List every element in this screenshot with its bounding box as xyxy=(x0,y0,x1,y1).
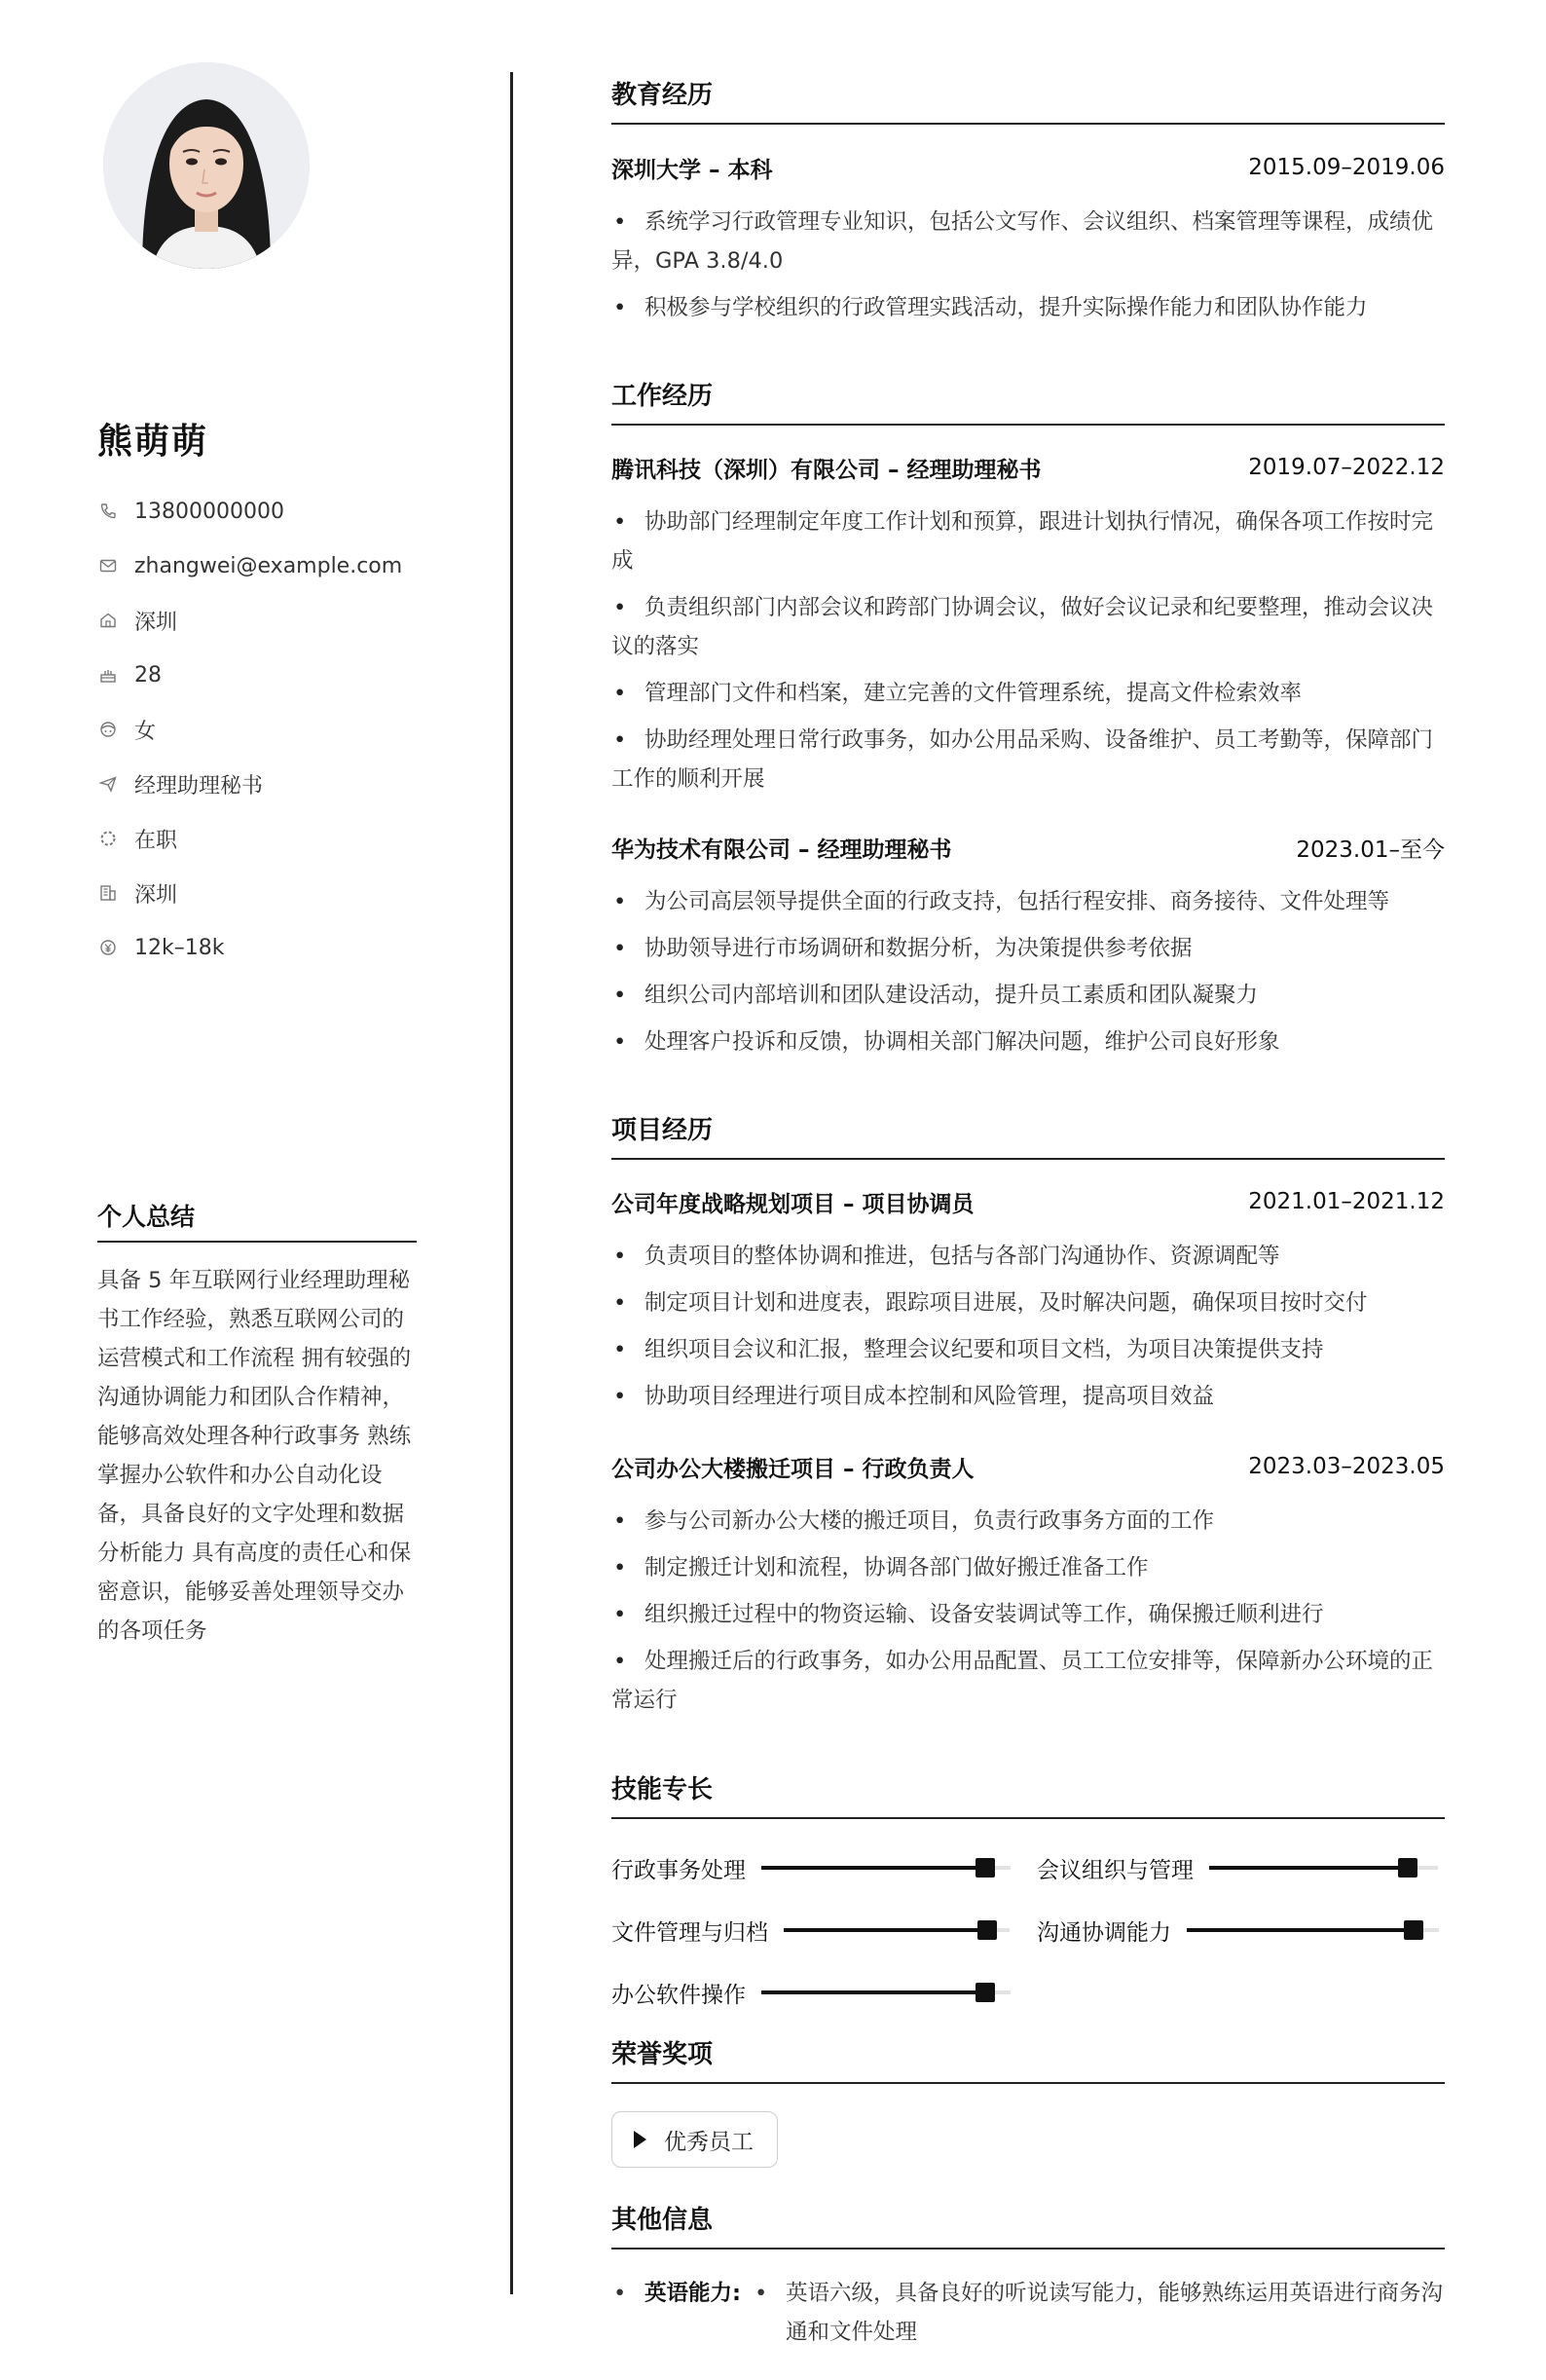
skill-fill xyxy=(761,1866,985,1870)
list-item: • 制定项目计划和进度表，跟踪项目进展，及时解决问题，确保项目按时交付 xyxy=(611,1283,1445,1322)
education-school: 深圳大学 – 本科 xyxy=(611,157,773,183)
summary-section-title: 个人总结 xyxy=(97,1198,417,1243)
contact-age xyxy=(97,658,162,691)
column-divider xyxy=(510,72,513,2294)
skills-section-title: 技能专长 xyxy=(611,1772,1445,1819)
skill-item xyxy=(611,1911,1010,1950)
award-badge[interactable] xyxy=(611,2111,778,2168)
education-date: 2015.09–2019.06 xyxy=(1248,155,1445,180)
email-icon xyxy=(97,555,119,576)
contact-salary xyxy=(97,931,224,964)
contact-email-text: zhangwei@example.com xyxy=(134,553,403,578)
contact-age-text: 28 xyxy=(134,662,162,688)
skill-item xyxy=(611,1848,1011,1887)
work-company: 腾讯科技（深圳）有限公司 – 经理助理秘书 xyxy=(611,457,1042,483)
contact-salary-text: 12k–18k xyxy=(134,935,225,960)
list-item: • 积极参与学校组织的行政管理实践活动，提升实际操作能力和团队协作能力 xyxy=(611,288,1445,327)
work-section-title: 工作经历 xyxy=(611,379,1445,426)
contact-city-text: 深圳 xyxy=(134,610,178,635)
skill-track xyxy=(1209,1866,1438,1870)
skill-track xyxy=(1187,1928,1439,1932)
skill-name: 文件管理与归档 xyxy=(611,1919,768,1946)
contact-workplace xyxy=(97,876,177,910)
list-item: • 处理搬迁后的行政事务，如办公用品配置、员工工位安排等，保障新办公环境的正常运行 xyxy=(611,1642,1445,1720)
award-label: 优秀员工 xyxy=(664,2129,754,2155)
project-date: 2023.03–2023.05 xyxy=(1248,1454,1445,1479)
status-icon xyxy=(97,828,119,849)
list-item: • 协助领导进行市场调研和数据分析，为决策提供参考依据 xyxy=(611,929,1445,968)
list-item: • 处理客户投诉和反馈，协调相关部门解决问题，维护公司良好形象 xyxy=(611,1023,1445,1061)
education-bullets xyxy=(611,203,1445,335)
skill-track xyxy=(784,1928,1010,1932)
project-entry-heading xyxy=(611,1449,1445,1484)
contact-status xyxy=(97,822,177,855)
skill-name: 会议组织与管理 xyxy=(1037,1857,1194,1883)
project-entry-heading xyxy=(611,1184,1445,1219)
skill-knob xyxy=(1398,1858,1417,1878)
skill-knob xyxy=(975,1858,995,1878)
other-info-row xyxy=(611,2274,1445,2352)
other-section-title: 其他信息 xyxy=(611,2203,1445,2250)
summary-text: 具备 5 年互联网行业经理助理秘书工作经验，熟悉互联网公司的运营模式和工作流程 拥有较强的沟通协调能力和团队合作精神，能够高效处理各种行政事务 熟练掌握办公软件和办公自动化设备，具备良好的文字处理和数据分析能力 具有高度的责任心和保密意识，能够妥善处理领导交办的各项任务 xyxy=(97,1268,412,1644)
project-bullets xyxy=(611,1502,1445,1728)
send-icon xyxy=(97,773,119,795)
list-item: • 协助项目经理进行项目成本控制和风险管理，提高项目效益 xyxy=(611,1377,1445,1416)
contact-position xyxy=(97,767,263,800)
contact-city xyxy=(97,604,177,637)
skill-track xyxy=(761,1866,1011,1870)
contact-phone-text: 13800000000 xyxy=(134,499,284,524)
skill-fill xyxy=(761,1990,985,1994)
list-item: • 参与公司新办公大楼的搬迁项目，负责行政事务方面的工作 xyxy=(611,1502,1445,1541)
work-bullets xyxy=(611,502,1445,806)
home-icon xyxy=(97,610,119,631)
project-name: 公司办公大楼搬迁项目 – 行政负责人 xyxy=(611,1456,975,1482)
contact-phone xyxy=(97,495,284,528)
contact-workplace-text: 深圳 xyxy=(134,882,178,908)
skill-name: 办公软件操作 xyxy=(611,1982,746,2008)
skill-knob xyxy=(977,1920,997,1940)
skill-fill xyxy=(784,1928,987,1932)
honors-section-title: 荣誉奖项 xyxy=(611,2037,1445,2084)
skill-fill xyxy=(1209,1866,1408,1870)
contact-status-text: 在职 xyxy=(134,828,178,853)
contact-email xyxy=(97,549,402,582)
list-item: • 组织项目会议和汇报，整理会议纪要和项目文档，为项目决策提供支持 xyxy=(611,1330,1445,1369)
bullet-dot: • xyxy=(613,2281,627,2306)
education-section-title: 教育经历 xyxy=(611,78,1445,125)
skill-item xyxy=(611,1973,1011,2012)
skill-item xyxy=(1037,1848,1438,1887)
list-item: • 协助部门经理制定年度工作计划和预算，跟进计划执行情况，确保各项工作按时完成 xyxy=(611,502,1445,580)
candidate-name: 熊萌萌 xyxy=(97,422,209,462)
project-bullets xyxy=(611,1237,1445,1424)
other-info-label: 英语能力: xyxy=(644,2281,741,2306)
contact-gender xyxy=(97,713,156,746)
bullet-dot: • xyxy=(755,2281,768,2306)
gender-icon xyxy=(97,719,119,740)
skill-item xyxy=(1037,1911,1439,1950)
skill-name: 沟通协调能力 xyxy=(1037,1919,1171,1946)
cake-icon xyxy=(97,664,119,686)
skill-fill xyxy=(1187,1928,1414,1932)
list-item: • 负责组织部门内部会议和跨部门协调会议，做好会议记录和纪要整理，推动会议决议的落实 xyxy=(611,588,1445,666)
project-name: 公司年度战略规划项目 – 项目协调员 xyxy=(611,1191,975,1217)
projects-section-title: 项目经历 xyxy=(611,1113,1445,1160)
phone-icon xyxy=(97,501,119,522)
list-item: • 组织搬迁过程中的物资运输、设备安装调试等工作，确保搬迁顺利进行 xyxy=(611,1595,1445,1634)
list-item: • 管理部门文件和档案，建立完善的文件管理系统，提高文件检索效率 xyxy=(611,674,1445,713)
skill-knob xyxy=(1404,1920,1423,1940)
list-item: • 协助经理处理日常行政事务，如办公用品采购、设备维护、员工考勤等，保障部门工作的顺利开展 xyxy=(611,721,1445,799)
salary-icon xyxy=(97,937,119,958)
list-item: • 负责项目的整体协调和推进，包括与各部门沟通协作、资源调配等 xyxy=(611,1237,1445,1276)
work-date: 2023.01–至今 xyxy=(1296,837,1445,863)
skill-knob xyxy=(975,1983,995,2002)
other-info-text: 英语六级，具备良好的听说读写能力，能够熟练运用英语进行商务沟通和文件处理 xyxy=(786,2281,1444,2345)
work-company: 华为技术有限公司 – 经理助理秘书 xyxy=(611,837,952,863)
list-item: • 系统学习行政管理专业知识，包括公文写作、会议组织、档案管理等课程，成绩优异，GPA 3.8/4.0 xyxy=(611,203,1445,280)
list-item: • 制定搬迁计划和流程，协调各部门做好搬迁准备工作 xyxy=(611,1548,1445,1587)
skill-name: 行政事务处理 xyxy=(611,1857,746,1883)
list-item: • 为公司高层领导提供全面的行政支持，包括行程安排、商务接待、文件处理等 xyxy=(611,882,1445,921)
play-icon xyxy=(634,2131,646,2148)
work-bullets xyxy=(611,882,1445,1069)
work-entry-heading xyxy=(611,830,1445,865)
building-icon xyxy=(97,882,119,904)
work-date: 2019.07–2022.12 xyxy=(1248,455,1445,480)
avatar xyxy=(103,62,310,269)
skill-track xyxy=(761,1990,1011,1994)
contact-position-text: 经理助理秘书 xyxy=(134,773,264,799)
other-info-item xyxy=(611,2274,1445,2352)
work-entry-heading xyxy=(611,450,1445,485)
contact-gender-text: 女 xyxy=(134,719,157,744)
list-item: • 组织公司内部培训和团队建设活动，提升员工素质和团队凝聚力 xyxy=(611,976,1445,1015)
project-date: 2021.01–2021.12 xyxy=(1248,1189,1445,1214)
education-entry-heading xyxy=(611,150,1445,185)
